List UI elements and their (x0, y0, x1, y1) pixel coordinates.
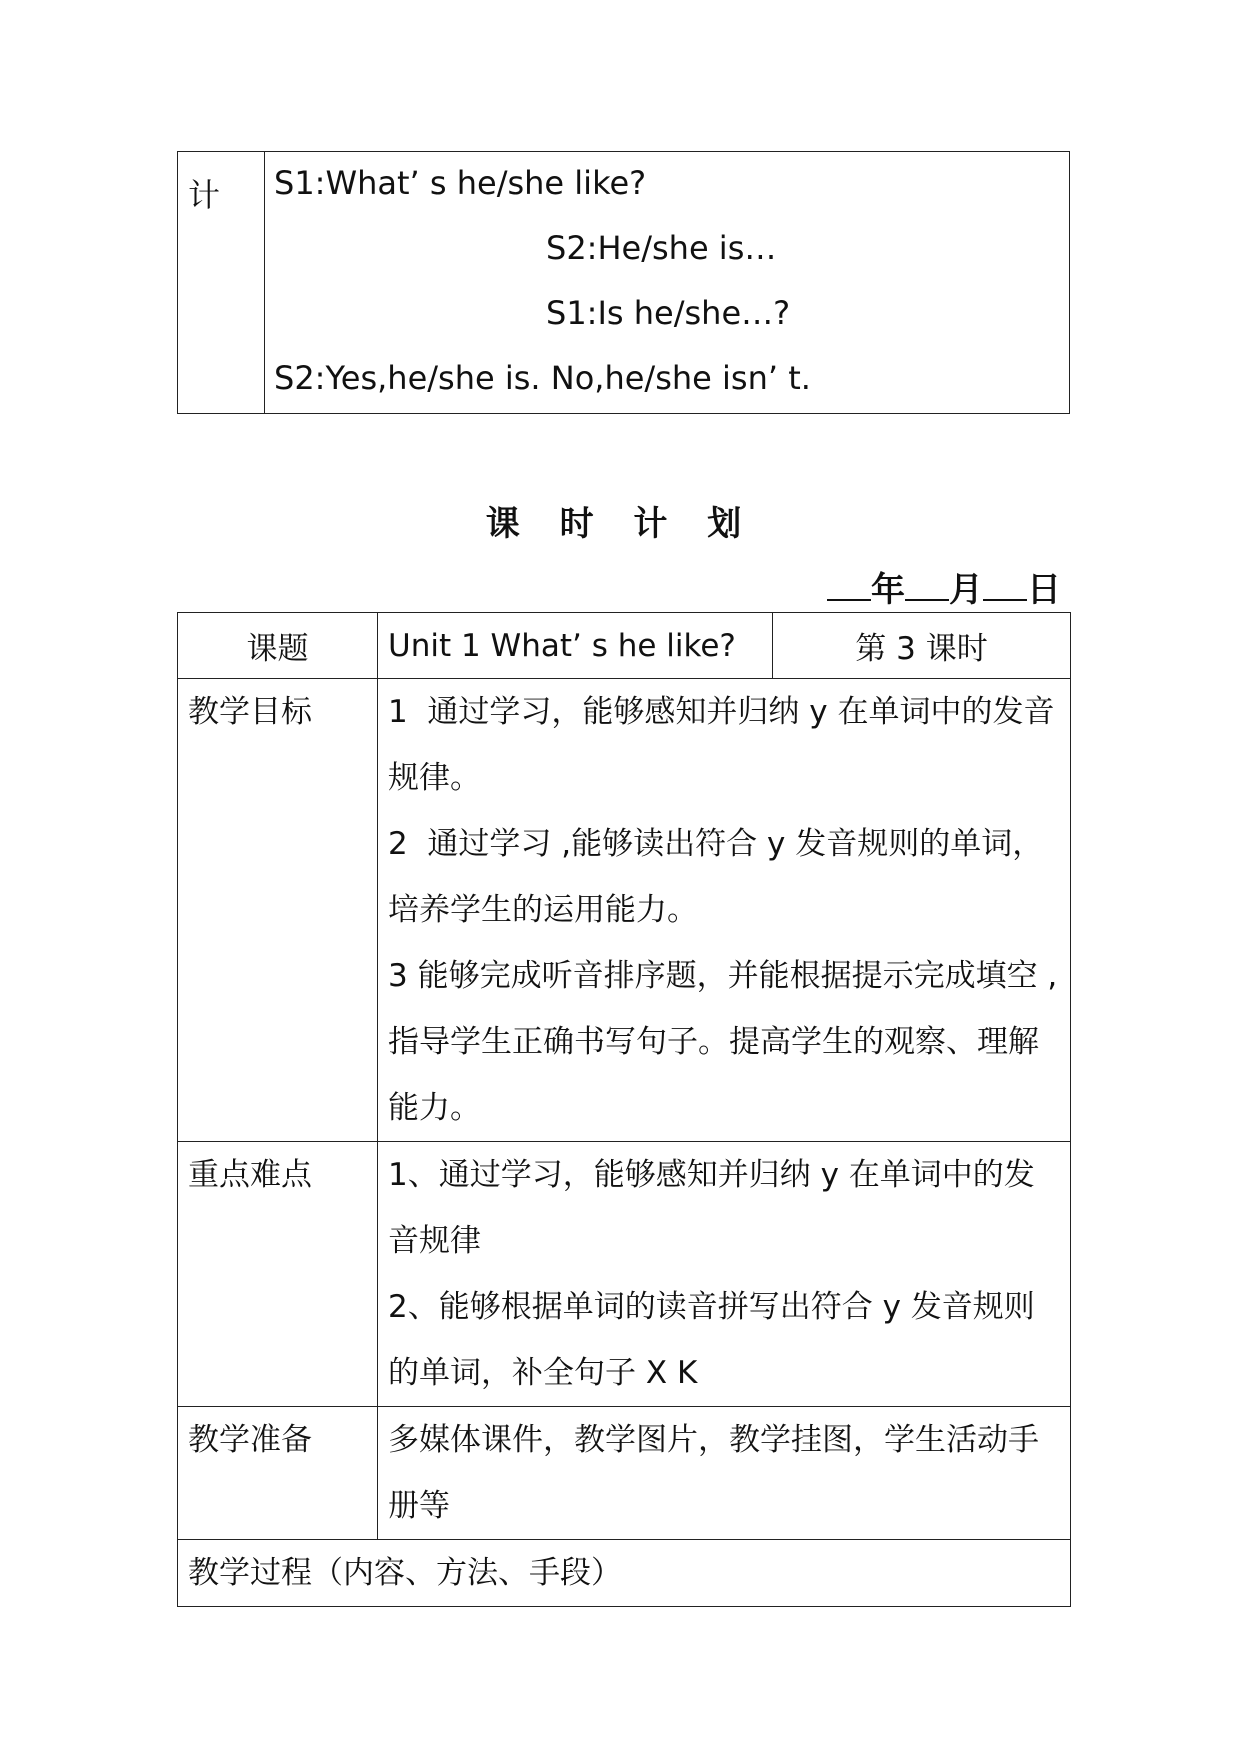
table-row (178, 1407, 1071, 1540)
month-blank (905, 571, 949, 601)
table-row (178, 1540, 1071, 1607)
day-blank (983, 571, 1027, 601)
lesson-plan-table (177, 612, 1071, 1607)
table-row (178, 679, 1071, 1142)
year-label: 年 (871, 570, 905, 610)
dialogue-line: S2:He/she is… (546, 229, 777, 267)
table-divider (264, 152, 265, 413)
preparation-text: 多媒体课件，教学图片，教学挂图，学生活动手册等 (378, 1407, 1071, 1540)
topic-label: 课题 (178, 613, 378, 679)
preparation-label: 教学准备 (178, 1407, 378, 1540)
topic-value: Unit 1 What’ s he like? (378, 613, 773, 679)
period-value: 第 3 课时 (773, 613, 1071, 679)
dialogue-line: S1:Is he/she…? (546, 294, 791, 332)
day-label: 日 (1027, 570, 1061, 610)
page-title: 课 时 计 划 (485, 504, 756, 544)
dialogue-line: S1:What’ s he/she like? (274, 164, 647, 202)
key-points-text: 1、通过学习，能够感知并归纳 y 在单词中的发音规律 2、能够根据单词的读音拼写出符合 y 发音规则的单词，补全句子 X K (378, 1142, 1071, 1407)
year-blank (827, 571, 871, 601)
objectives-label: 教学目标 (178, 679, 378, 1142)
table-label: 计 (188, 176, 221, 214)
table-row (178, 1142, 1071, 1407)
month-label: 月 (949, 570, 983, 610)
key-points-label: 重点难点 (178, 1142, 378, 1407)
dialogue-line: S2:Yes,he/she is. No,he/she isn’ t. (274, 359, 811, 397)
process-label: 教学过程（内容、方法、手段） (178, 1540, 1071, 1607)
dialogue-table (177, 151, 1070, 414)
date-line (827, 562, 1061, 611)
table-row (178, 613, 1071, 679)
objectives-text: 1 通过学习，能够感知并归纳 y 在单词中的发音规律。 2 通过学习 ,能够读出符合 y 发音规则的单词，培养学生的运用能力。 3 能够完成听音排序题，并能根据提示完成填空 ,指导学生正确书写句子。提高学生的观察、理解能力。 (378, 679, 1071, 1142)
